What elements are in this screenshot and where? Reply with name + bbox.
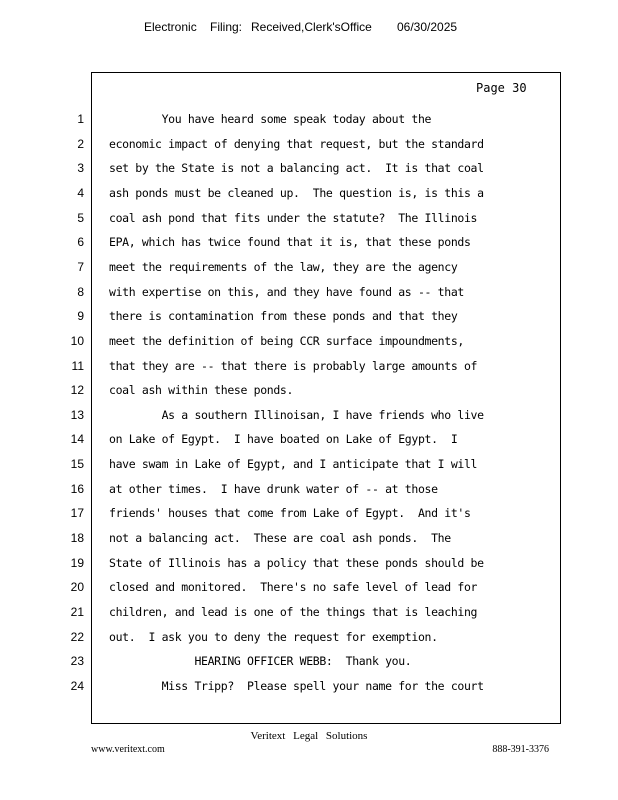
transcript-line-text: out. I ask you to deny the request for exemption. xyxy=(109,629,438,644)
transcript-line-text: As a southern Illinoisan, I have friends who live xyxy=(109,407,484,422)
transcript-line-text: HEARING OFFICER WEBB: Thank you. xyxy=(109,654,412,669)
transcript-line-text: State of Illinois has a policy that these ponds should be xyxy=(109,555,484,570)
transcript-line-text: You have heard some speak today about the xyxy=(109,112,432,126)
filing-header xyxy=(0,20,618,38)
transcript-line-text: economic impact of denying that request, but the standard xyxy=(109,136,484,151)
transcript-line-text: there is contamination from these ponds and that they xyxy=(109,309,458,324)
line-number: 1 xyxy=(77,112,84,126)
transcript-line-text: EPA, which has twice found that it is, that these ponds xyxy=(109,235,471,250)
page-label: Page 30 xyxy=(476,81,527,95)
line-number: 18 xyxy=(70,531,84,546)
line-number: 23 xyxy=(70,654,84,669)
transcript-line-text: meet the requirements of the law, they are the agency xyxy=(109,259,458,274)
line-number: 22 xyxy=(70,629,84,644)
line-number: 8 xyxy=(77,284,84,299)
filing-header-date: 06/30/2025 xyxy=(397,20,458,34)
line-number: 12 xyxy=(70,383,84,398)
transcript-line-text: closed and monitored. There's no safe level of lead for xyxy=(109,580,478,595)
transcript-line-text: have swam in Lake of Egypt, and I anticipate that I will xyxy=(109,457,478,472)
transcript-line-text: coal ash pond that fits under the statute? The Illinois xyxy=(109,210,478,225)
transcript-line-text: coal ash within these ponds. xyxy=(109,383,294,398)
filing-header-filing: Filing: xyxy=(210,20,243,34)
footer-website: www.veritext.com xyxy=(91,744,165,755)
line-number: 16 xyxy=(70,481,84,496)
line-number: 14 xyxy=(70,432,84,447)
transcript-line-text: children, and lead is one of the things that is leaching xyxy=(109,605,478,619)
filing-header-electronic: Electronic xyxy=(144,20,197,34)
line-number: 9 xyxy=(77,309,84,324)
transcript-line-text: friends' houses that come from Lake of Egypt. And it's xyxy=(109,506,471,521)
line-number: 21 xyxy=(70,605,84,619)
line-number: 4 xyxy=(77,185,84,200)
line-number: 2 xyxy=(77,136,84,151)
line-number: 6 xyxy=(77,235,84,250)
transcript-line-text: set by the State is not a balancing act. It is that coal xyxy=(109,161,484,176)
transcript-line-text: Miss Tripp? Please spell your name for the court xyxy=(109,678,484,693)
transcript-line-text: with expertise on this, and they have found as -- that xyxy=(109,284,464,299)
line-number: 15 xyxy=(70,457,84,472)
transcript-line-text: at other times. I have drunk water of -- at those xyxy=(109,481,438,496)
line-number: 19 xyxy=(70,555,84,570)
filing-header-received: Received,Clerk'sOffice xyxy=(251,20,372,34)
line-number: 5 xyxy=(77,210,84,225)
line-number: 7 xyxy=(77,259,84,274)
transcript-line-text: not a balancing act. These are coal ash ponds. The xyxy=(109,531,451,546)
line-number: 20 xyxy=(70,580,84,595)
line-number: 13 xyxy=(70,407,84,422)
line-number: 3 xyxy=(77,161,84,176)
line-number: 17 xyxy=(70,506,84,521)
transcript-line-text: that they are -- that there is probably large amounts of xyxy=(109,358,478,373)
transcript-line-text: ash ponds must be cleaned up. The question is, is this a xyxy=(109,185,484,200)
footer-phone: 888-391-3376 xyxy=(492,744,549,755)
transcript-line-text: meet the definition of being CCR surface impoundments, xyxy=(109,333,464,348)
transcript-line-text: on Lake of Egypt. I have boated on Lake of Egypt. I xyxy=(109,432,458,447)
footer-company: Veritext Legal Solutions xyxy=(250,730,368,742)
line-number: 10 xyxy=(70,333,84,348)
line-number: 11 xyxy=(71,358,84,373)
line-number: 24 xyxy=(70,678,84,693)
